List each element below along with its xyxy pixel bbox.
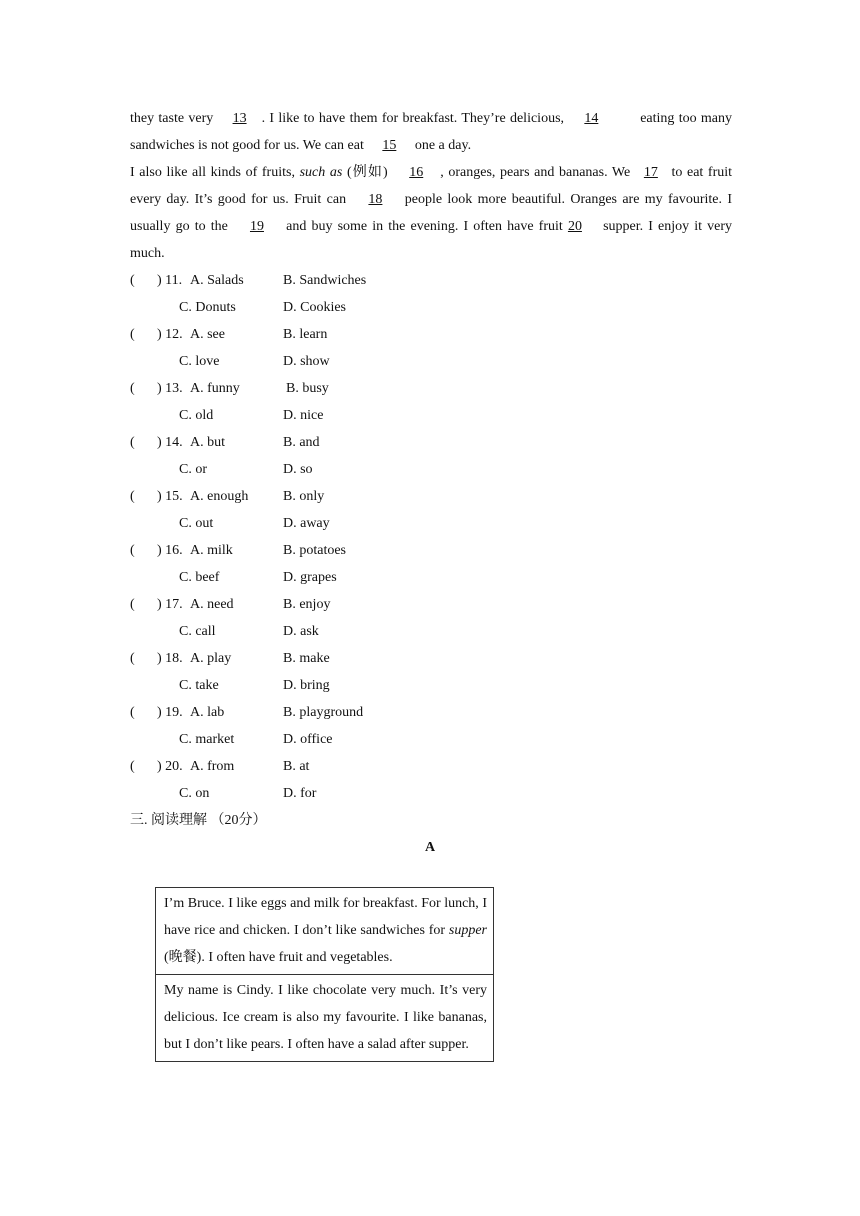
option-d: D. away: [283, 516, 330, 531]
option-a: A. lab: [190, 705, 225, 720]
option-d: D. grapes: [283, 570, 337, 585]
option-d: D. nice: [283, 408, 324, 423]
option-a: A. milk: [190, 543, 233, 558]
option-b: B. learn: [283, 327, 328, 342]
option-a: A. but: [190, 435, 225, 450]
option-c: C. old: [179, 408, 214, 423]
question-number: ) 12.: [157, 327, 183, 342]
option-b: B. make: [283, 651, 330, 666]
question-number: ) 13.: [157, 381, 183, 396]
passage-italic-text: such as: [299, 165, 343, 180]
section-part-label: A: [424, 840, 436, 855]
question-row: [130, 267, 732, 294]
passage-text: eating too many sandwiches is not good for us. We can eat: [130, 111, 733, 153]
passage-text: supper. I enjoy it very much.: [130, 219, 733, 261]
question-list: [130, 267, 732, 807]
option-a: A. see: [190, 327, 225, 342]
option-b: B. Sandwiches: [283, 273, 367, 288]
option-c: C. Donuts: [179, 300, 236, 315]
question-row-cd: [130, 402, 732, 429]
blank-15: 15: [382, 138, 397, 153]
option-c: C. out: [179, 516, 214, 531]
answer-paren: (: [130, 543, 135, 558]
question-number: ) 17.: [157, 597, 183, 612]
passage-text: to eat fruit every day. It’s good for us. Fruit can: [130, 165, 733, 207]
blank-20: 20: [567, 219, 582, 234]
passage-text: I also like all kinds of fruits,: [130, 165, 295, 180]
answer-paren: (: [130, 597, 135, 612]
reading-cell-bruce: [156, 888, 493, 974]
option-c: C. take: [179, 678, 219, 693]
exam-page: [130, 105, 732, 861]
option-c: C. call: [179, 624, 216, 639]
option-a: A. from: [190, 759, 235, 774]
blank-18: 18: [368, 192, 383, 207]
answer-paren: (: [130, 759, 135, 774]
answer-paren: (: [130, 273, 135, 288]
option-d: D. for: [283, 786, 317, 801]
option-b: B. enjoy: [283, 597, 331, 612]
question-number: ) 11.: [157, 273, 183, 288]
question-row-cd: [130, 780, 732, 807]
option-d: D. so: [283, 462, 313, 477]
option-a: A. need: [190, 597, 234, 612]
option-a: A. enough: [190, 489, 249, 504]
passage-text: one a day.: [414, 138, 472, 153]
option-a: A. funny: [190, 381, 240, 396]
answer-paren: (: [130, 651, 135, 666]
option-b: B. and: [283, 435, 320, 450]
option-a: A. play: [190, 651, 232, 666]
option-b: B. playground: [283, 705, 364, 720]
passage-text: . I like to have them for breakfast. They’re delicious,: [261, 111, 565, 126]
question-row-cd: [130, 672, 732, 699]
question-row: [130, 591, 732, 618]
question-number: ) 16.: [157, 543, 183, 558]
question-row: [130, 375, 732, 402]
option-d: D. show: [283, 354, 330, 369]
reading-text: I’m Bruce. I like eggs and milk for breakfast. For lunch, I have rice and chicken. I don’t like sandwiches for: [164, 896, 487, 938]
answer-paren: (: [130, 327, 135, 342]
blank-17: 17: [643, 165, 658, 180]
passage-text: (例如): [346, 165, 388, 180]
question-row-cd: [130, 510, 732, 537]
cloze-paragraph-1: [130, 105, 732, 159]
option-b: B. at: [283, 759, 310, 774]
option-b: B. potatoes: [283, 543, 346, 558]
reading-text: My name is Cindy. I like chocolate very much. It’s very delicious. Ice cream is also my favourite. I like bananas, but I don’t like pears. I often have a salad after supper.: [164, 983, 487, 1052]
cloze-paragraph-2: [130, 159, 732, 267]
blank-14: 14: [584, 111, 599, 126]
option-d: D. office: [283, 732, 333, 747]
reading-italic-text: supper: [448, 923, 488, 938]
passage-text: and buy some in the evening. I often have fruit: [286, 219, 563, 234]
passage-text: , oranges, pears and bananas. We: [440, 165, 631, 180]
question-row: [130, 645, 732, 672]
question-row-cd: [130, 564, 732, 591]
reading-table: [155, 887, 494, 1062]
option-a: A. Salads: [190, 273, 244, 288]
question-row-cd: [130, 348, 732, 375]
option-b: B. only: [283, 489, 325, 504]
question-row-cd: [130, 618, 732, 645]
question-row: [130, 699, 732, 726]
option-c: C. love: [179, 354, 220, 369]
question-number: ) 20.: [157, 759, 183, 774]
option-c: C. market: [179, 732, 235, 747]
question-row-cd: [130, 294, 732, 321]
option-d: D. Cookies: [283, 300, 346, 315]
blank-16: 16: [409, 165, 424, 180]
option-c: C. beef: [179, 570, 220, 585]
question-row: [130, 753, 732, 780]
blank-13: 13: [232, 111, 247, 126]
reading-text: (晚餐). I often have fruit and vegetables.: [164, 950, 393, 965]
answer-paren: (: [130, 705, 135, 720]
reading-cell-cindy: [156, 974, 493, 1061]
answer-paren: (: [130, 435, 135, 450]
question-number: ) 18.: [157, 651, 183, 666]
answer-paren: (: [130, 381, 135, 396]
section-heading: 三. 阅读理解 （20分）: [130, 813, 267, 828]
question-row-cd: [130, 456, 732, 483]
question-row: [130, 321, 732, 348]
option-c: C. or: [179, 462, 207, 477]
question-row: [130, 537, 732, 564]
option-c: C. on: [179, 786, 210, 801]
question-row-cd: [130, 726, 732, 753]
question-row: [130, 429, 732, 456]
answer-paren: (: [130, 489, 135, 504]
passage-text: they taste very: [130, 111, 214, 126]
question-number: ) 14.: [157, 435, 183, 450]
question-number: ) 15.: [157, 489, 183, 504]
option-b: B. busy: [286, 381, 329, 396]
option-d: D. bring: [283, 678, 330, 693]
question-row: [130, 483, 732, 510]
question-number: ) 19.: [157, 705, 183, 720]
option-d: D. ask: [283, 624, 319, 639]
blank-19: 19: [249, 219, 264, 234]
passage-text: people look more beautiful. Oranges are my favourite. I usually go to the: [130, 192, 733, 234]
